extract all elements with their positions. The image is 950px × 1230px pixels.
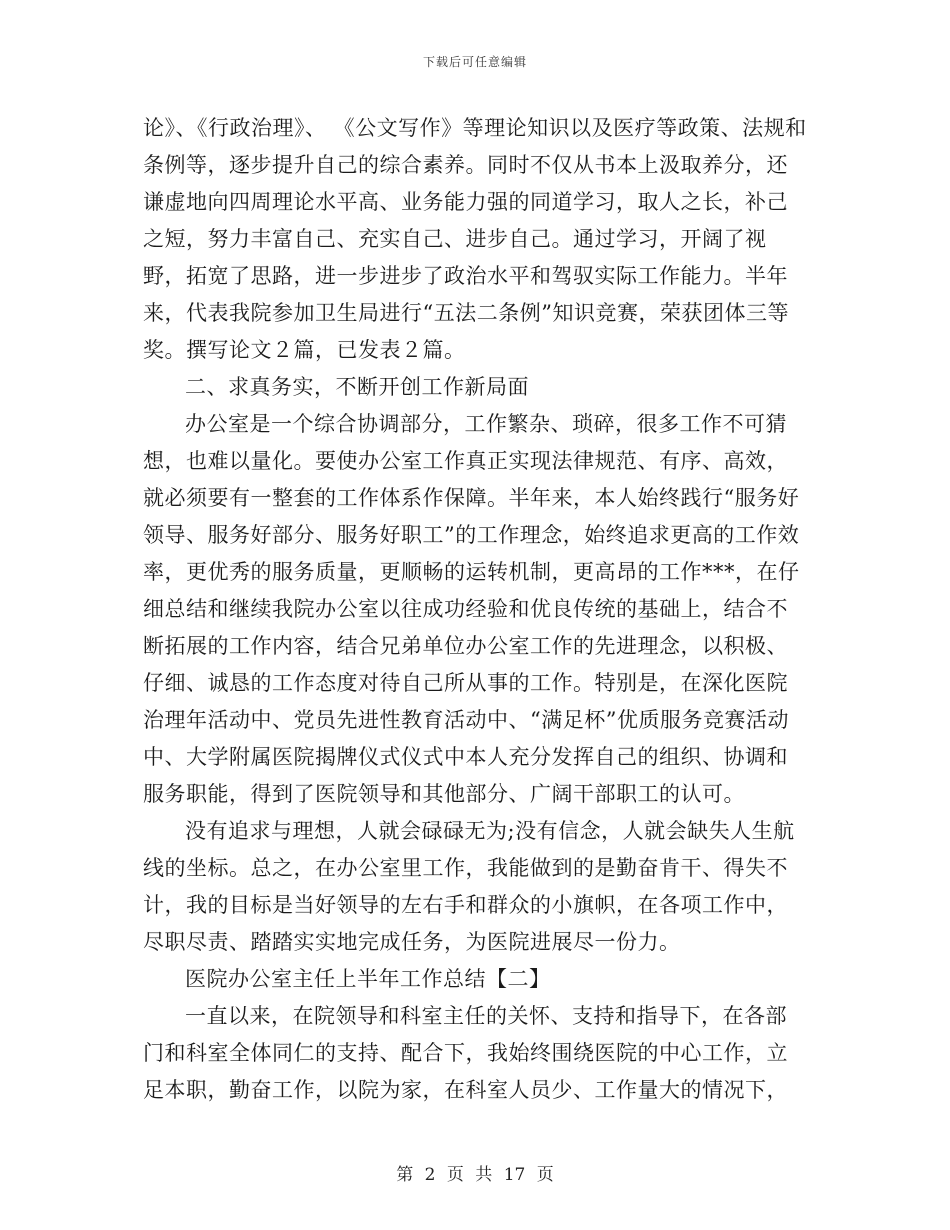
article-title-2: 医院办公室主任上半年工作总结【二】 [185, 967, 551, 991]
page-number: 第 2 页 共 17 页 [396, 1165, 554, 1185]
section-heading-2: 二、求真务实，不断开创工作新局面 [185, 375, 529, 399]
paragraph-intro-2: 一直以来，在院领导和科室主任的关怀、支持和指导下，在各部门和科室全体同仁的支持、配合下，我始终围绕医院的中心工作，立足本职，勤奋工作，以院为家，在科室人员少、工作量大的情况下， [143, 1004, 788, 1102]
paragraph-continued: 论》、《行政治理》、 《公文写作》等理论知识以及医疗等政策、法规和条例等，逐步提升自己的综合素养。同时不仅从书本上汲取养分，还谦虚地向四周理论水平高、业务能力强的同道学习，取人之长，补己之短，努力丰富自己、充实自己、进步自己。通过学习，开阔了视野，拓宽了思路，进一步进步了政治水平和驾驭实际工作能力。半年来，代表我院参加卫生局进行“五法二条例”知识竞赛，荣获团体三等奖。撰写论文２篇，已发表２篇。 [143, 116, 807, 362]
page-header: 下载后可任意编辑 [422, 55, 527, 69]
paragraph-summary: 没有追求与理想，人就会碌碌无为;没有信念，人就会缺失人生航线的坐标。总之，在办公室里工作，我能做到的是勤奋肯干、得失不计，我的目标是当好领导的左右手和群众的小旗帜，在各项工作中，尽职尽责、踏踏实实地完成任务，为医院进展尽一份力。 [143, 819, 795, 954]
document-body [143, 110, 807, 1109]
paragraph-office-work: 办公室是一个综合协调部分，工作繁杂、琐碎，很多工作不可猜想，也难以量化。要使办公室工作真正实现法律规范、有序、高效，就必须要有一整套的工作体系作保障。半年来，本人始终践行“服务好领导、服务好部分、服务好职工”的工作理念，始终追求更高的工作效率，更优秀的服务质量，更顺畅的运转机制，更高昂的工作***，在仔细总结和继续我院办公室以往成功经验和优良传统的基础上，结合不断拓展的工作内容，结合兄弟单位办公室工作的先进理念，以积极、仔细、诚恳的工作态度对待自己所从事的工作。特别是，在深化医院治理年活动中、党员先进性教育活动中、“满足杯”优质服务竞赛活动中、大学附属医院揭牌仪式仪式中本人充分发挥自己的组织、协调和服务职能，得到了医院领导和其他部分、广阔干部职工的认可。 [143, 412, 800, 806]
